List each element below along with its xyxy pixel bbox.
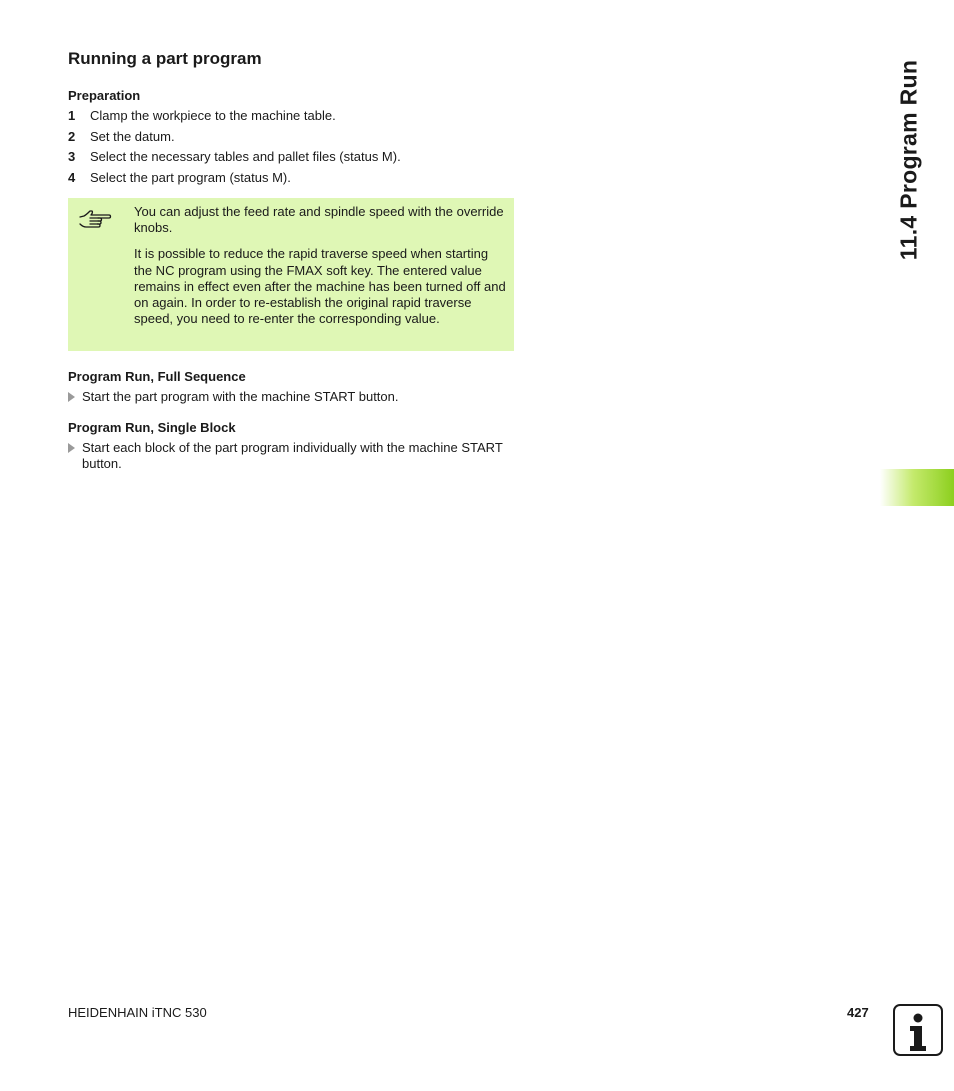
- arrow-bullet-icon: [68, 443, 75, 453]
- full-sequence-heading: Program Run, Full Sequence: [68, 369, 246, 384]
- step-number: 1: [68, 108, 76, 123]
- step-text: Select the part program (status M).: [90, 170, 291, 186]
- step-item: [68, 107, 401, 128]
- note-paragraph: You can adjust the feed rate and spindle speed with the override knobs.: [134, 204, 504, 236]
- single-block-instruction: [68, 440, 513, 472]
- preparation-steps: [68, 107, 401, 190]
- chapter-title: 11.4 Program Run: [895, 59, 922, 261]
- single-block-text: Start each block of the part program individually with the machine START button.: [82, 440, 503, 472]
- footer-product: HEIDENHAIN iTNC 530: [68, 1005, 207, 1020]
- pointing-hand-icon: [78, 208, 112, 232]
- note-box: [68, 198, 514, 351]
- arrow-bullet-icon: [68, 392, 75, 402]
- full-sequence-instruction: [68, 389, 513, 405]
- single-block-heading: Program Run, Single Block: [68, 420, 236, 435]
- full-sequence-text: Start the part program with the machine START button.: [82, 389, 399, 404]
- note-paragraph: It is possible to reduce the rapid traverse speed when starting the NC program using the FMAX soft key. The entered value remains in effect even after the machine has been turned off and on again. In order to re-establish the original rapid traverse speed, you need to re-enter the corresponding value.: [134, 246, 506, 327]
- note-text: [134, 204, 506, 337]
- chapter-tab: [894, 52, 924, 268]
- info-icon[interactable]: [893, 1004, 943, 1056]
- page-number: 427: [847, 1005, 869, 1020]
- step-text: Set the datum.: [90, 128, 175, 144]
- step-item: [68, 169, 401, 190]
- chapter-marker: [880, 469, 954, 506]
- step-text: Clamp the workpiece to the machine table.: [90, 108, 336, 123]
- step-number: 4: [68, 170, 76, 186]
- step-text: Select the necessary tables and pallet files (status M).: [90, 149, 401, 165]
- step-number: 3: [68, 149, 76, 165]
- preparation-heading: Preparation: [68, 88, 141, 103]
- section-title: Running a part program: [68, 49, 262, 68]
- step-item: [68, 128, 401, 149]
- step-number: 2: [68, 128, 76, 144]
- step-item: [68, 148, 401, 169]
